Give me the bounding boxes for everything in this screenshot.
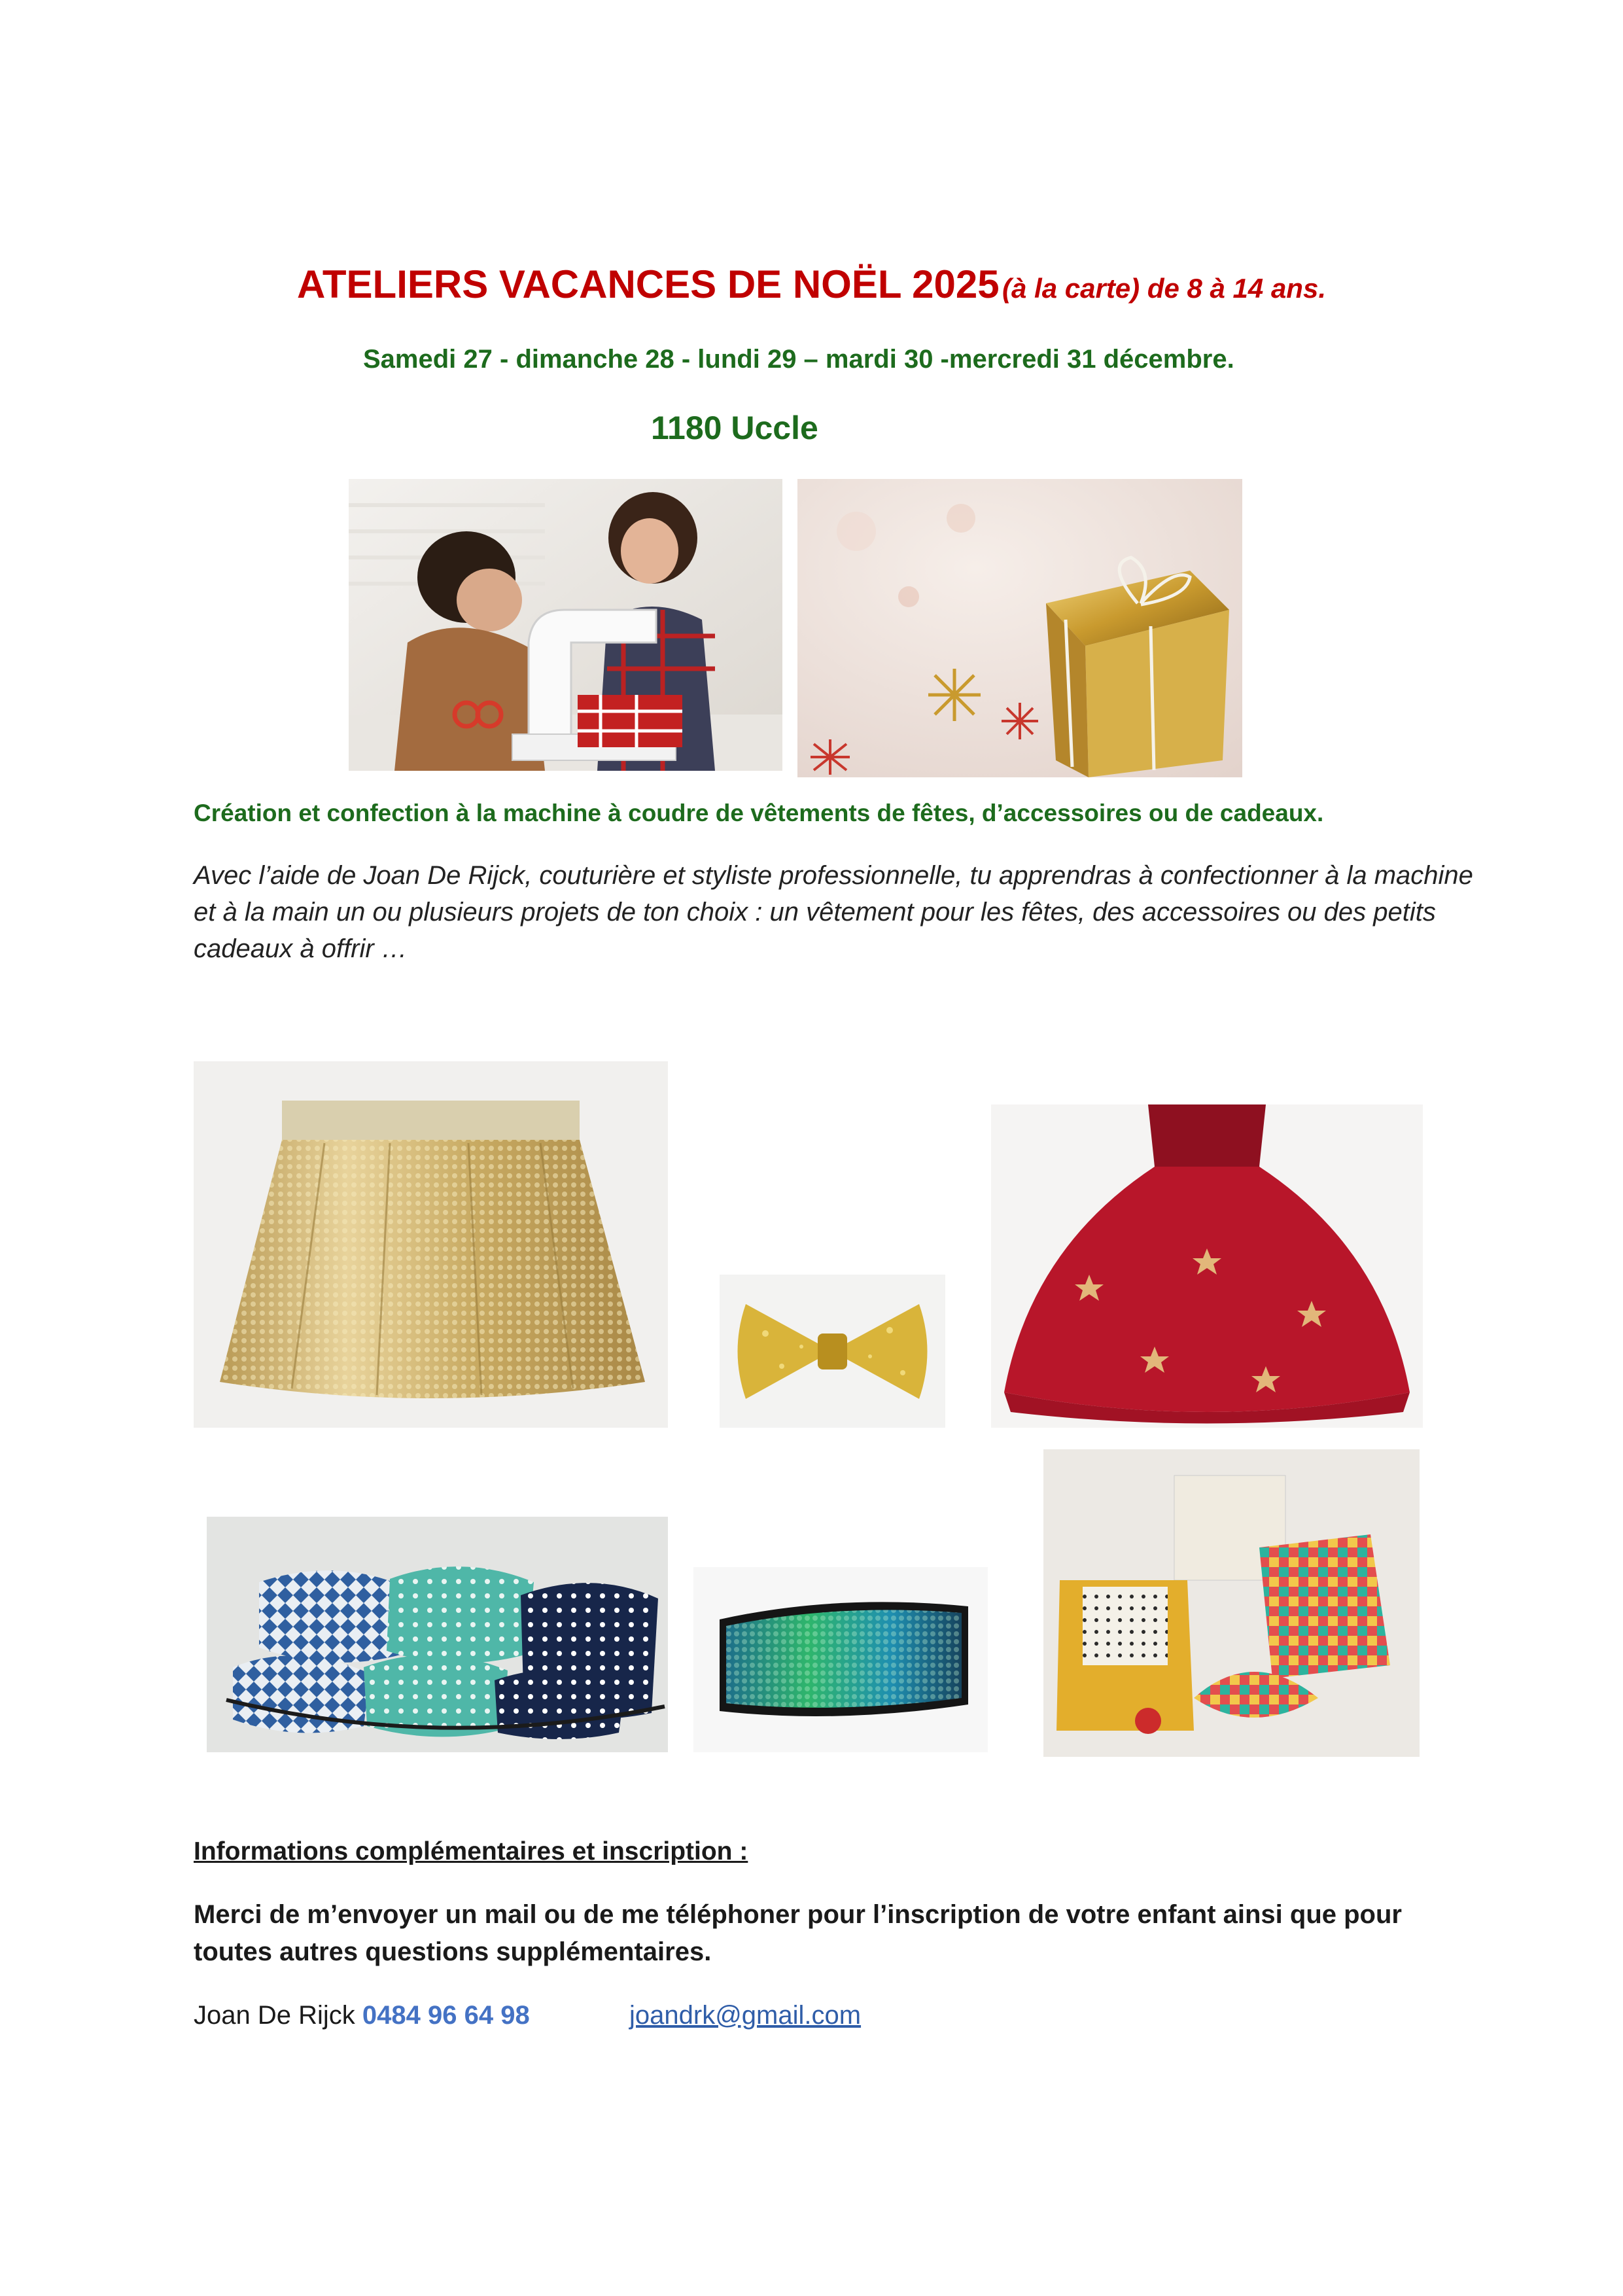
photo-red-tulle-dress (991, 1104, 1423, 1428)
contact-line (194, 2001, 530, 2030)
location: 1180 Uccle (651, 410, 818, 446)
photo-fabric-pouches (1043, 1449, 1420, 1757)
photo-glitter-bow-tie (720, 1275, 945, 1428)
contact-email-link[interactable]: joandrk@gmail.com (629, 2001, 862, 2030)
photo-sequin-pencil-case (693, 1567, 988, 1752)
info-heading: Informations complémentaires et inscription : (194, 1837, 748, 1865)
title-main: ATELIERS VACANCES DE NOËL 2025 (297, 262, 1000, 306)
contact-phone[interactable]: 0484 96 64 98 (362, 2001, 530, 2030)
creation-headline: Création et confection à la machine à coudre de vêtements de fêtes, d’accessoires ou de cadeaux. (194, 800, 1324, 826)
workshop-description: Avec l’aide de Joan De Rijck, couturière et styliste professionnelle, tu apprendras à confectionner à la machine et à la main un ou plusieurs projets de ton choix : un vêtement pour les fêtes, des accessoires ou des petits cadeaux à offrir … (194, 861, 1473, 963)
photo-sleep-masks (207, 1517, 668, 1752)
photo-golden-gift (797, 479, 1242, 777)
page-title (0, 262, 1623, 307)
title-subtitle: (à la carte) de 8 à 14 ans. (1002, 273, 1326, 304)
photo-children-sewing (349, 479, 782, 771)
workshop-dates: Samedi 27 - dimanche 28 - lundi 29 – mardi 30 -mercredi 31 décembre. (363, 345, 1234, 374)
photo-gold-sequin-skirt (194, 1061, 668, 1428)
info-body: Merci de m’envoyer un mail ou de me téléphoner pour l’inscription de votre enfant ainsi que pour toutes autres questions supplémentaires. (194, 1900, 1402, 1966)
contact-name: Joan De Rijck (194, 2001, 355, 2030)
